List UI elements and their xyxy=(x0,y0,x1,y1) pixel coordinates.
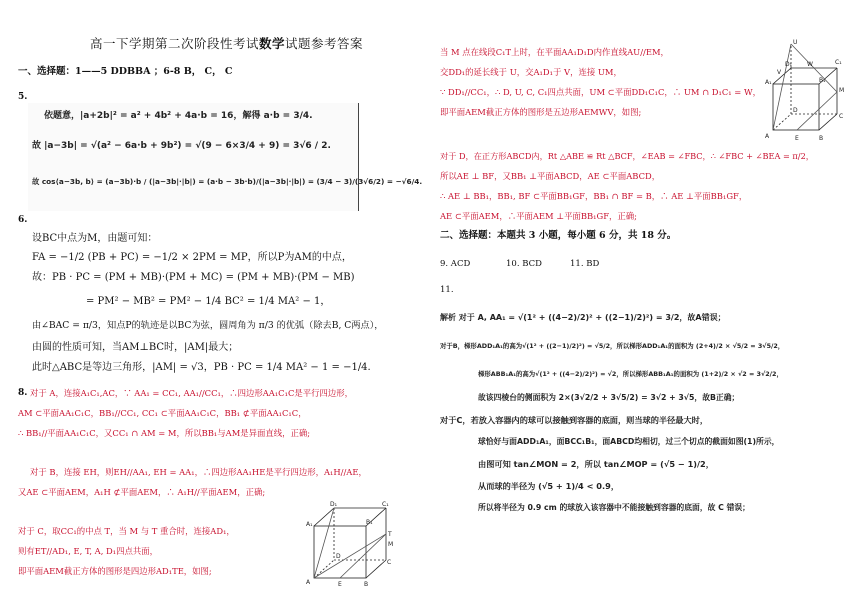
label-cb: C xyxy=(839,113,844,120)
q8-c-line-5: 交DD₁的延长线于 U，交A₁D₁于 V，连接 UM， xyxy=(440,67,622,77)
q11-line-6: 球恰好与面ADD₁A₁，面BCC₁B₁，面ABCD均相切，过三个切点的截面如图(1)所示， xyxy=(478,437,780,446)
q8-d-line-1: 对于 D，在正方形ABCD内，Rt △ABE ≌ Rt △BCF，∠EAB = ∠FBC，∴ ∠FBC + ∠BEA = π/2， xyxy=(440,151,814,161)
q11-line-5: 对于C，若放入容器内的球可以接触到容器的底面，则当球的半径最大时， xyxy=(440,415,709,425)
q6-number: 6. xyxy=(18,215,28,225)
q8-d-line-3: ∴ AE ⊥ BB₁，BB₁, BF ⊂平面BB₁GF，BB₁ ∩ BF = B，∴ AE ⊥平面BB₁GF， xyxy=(440,191,748,201)
q5-line-1: 依题意，|a+2b|² = a² + 4b² + 4a·b = 16，解得 a·b = 3/4. xyxy=(44,111,313,121)
answer-q9: 9. ACD xyxy=(440,259,471,269)
q8-c-line-4: 当 M 点在线段C₁T上时，在平面AA₁D₁D内作直线AU//EM， xyxy=(440,47,669,57)
q6-line-2: FA = −1/2 (PB + PC) = −1/2 × 2PM = MP，所以P为AM的中点， xyxy=(32,252,352,263)
label-e: E xyxy=(338,581,342,588)
q8-b-line-1: 对于 B，连接 EH，则EH//AA₁, EH = AA₁，∴四边形AA₁HE是平行四边形，A₁H//AE， xyxy=(30,467,367,477)
q5-number: 5. xyxy=(18,92,28,102)
label-b: B xyxy=(364,581,369,588)
q5-line-3: 故 cos⟨a−3b, b⟩ = (a−3b)·b / (|a−3b|·|b|) = (a·b − 3b·b)/(|a−3b|·|b|) = (3/4 − 3)/(3√6/2) = −√6/4. xyxy=(32,177,423,186)
page-title: 高一下学期第二次阶段性考试数学试题参考答案 xyxy=(90,36,364,51)
label-d1: D₁ xyxy=(330,501,338,508)
q5-line-2: 故 |a−3b| = √(a² − 6a·b + 9b²) = √(9 − 6×3/4 + 9) = 3√6 / 2. xyxy=(32,141,331,151)
q6-line-5: 由∠BAC = π/3，知点P的轨迹是以BC为弦，圆周角为 π/3 的优弧（除去B, C两点）， xyxy=(32,320,384,331)
label-u: U xyxy=(793,39,798,46)
q8-c-line-6: ∵ DD₁//CC₁，∴ D, U, C, C₁四点共面，UM ⊂平面DD₁C₁C，∴ UM ∩ D₁C₁ = W， xyxy=(440,87,761,97)
q11-line-9: 所以将半径为 0.9 cm 的球放入该容器中不能接触到容器的底面，故 C 错误； xyxy=(478,503,750,512)
q11-line-1: 解析 对于 A, AA₁ = √(1² + ((4−2)/2)² + ((2−1)/2)²) = 3/2，故A错误； xyxy=(440,313,726,322)
q6-line-6: 由圆的性质可知，当AM⊥BC时，|AM|最大； xyxy=(32,342,239,353)
answer-q11: 11. BD xyxy=(570,259,600,269)
label-db: D xyxy=(793,107,798,114)
q8-b-line-2: 又AE ⊂平面AEM，A₁H ⊄平面AEM，∴ A₁H//平面AEM，正确; xyxy=(18,487,266,497)
label-t: T xyxy=(388,531,392,538)
q8-d-line-2: 所以AE ⊥ BF，又BB₁ ⊥平面ABCD，AE ⊂平面ABCD， xyxy=(440,171,661,181)
q6-line-4: = PM² − MB² = PM² − 1/4 BC² = 1/4 MA² − 1， xyxy=(86,296,331,307)
label-b1: B₁ xyxy=(366,519,373,526)
q8-a-line-2: AM ⊂平面AA₁C₁C，BB₁//CC₁, CC₁ ⊂平面AA₁C₁C，BB₁ ⊄平面AA₁C₁C， xyxy=(18,408,307,418)
answer-q10: 10. BCD xyxy=(506,259,542,269)
q8-c-line-3: 即平面AEM截正方体的图形是四边形AD₁TE，如图; xyxy=(18,566,212,576)
label-a: A xyxy=(306,579,311,586)
q8-number: 8. xyxy=(18,388,28,398)
q11-number: 11. xyxy=(440,285,454,295)
label-eb: E xyxy=(795,135,799,142)
label-m: M xyxy=(388,541,394,548)
q8-c-line-1: 对于 C，取CC₁的中点 T，当 M 与 T 重合时，连接AD₁， xyxy=(18,526,235,536)
q8-c-line-7: 即平面AEM截正方体的图形是五边形AEMWV，如图; xyxy=(440,107,642,117)
label-bb: B xyxy=(819,135,824,142)
label-d1b: D₁ xyxy=(785,61,793,68)
q6-line-7: 此时△ABC是等边三角形，|AM| = √3，PB · PC = 1/4 MA² − 1 = −1/4. xyxy=(32,362,371,373)
label-c1b: C₁ xyxy=(835,59,842,66)
q8-a-line-1: 对于 A，连接A₁C₁,AC，∵ AA₁ = CC₁, AA₁//CC₁，∴四边形AA₁C₁C是平行四边形， xyxy=(30,388,353,398)
label-mb: M xyxy=(839,87,845,94)
label-a1: A₁ xyxy=(306,521,313,528)
section-1-heading: 一、选择题：1——5 DDBBA ；6-8 B， C， C xyxy=(18,66,233,77)
q8-c-line-2: 则有ET//AD₁, E, T, A, D₁四点共面， xyxy=(18,546,158,556)
q8-a-line-3: ∴ BB₁//平面AA₁C₁C，又CC₁ ∩ AM = M，所以BB₁与AM是异面直线，正确; xyxy=(18,428,311,438)
label-a1b: A₁ xyxy=(765,79,772,86)
q11-line-8: 从而球的半径为 (√5 + 1)/4 < 0.9， xyxy=(478,481,620,491)
section-2-heading: 二、选择题：本题共 3 小题，每小题 6 分，共 18 分。 xyxy=(440,230,677,241)
q11-line-4: 故该四棱台的侧面积为 2×(3√2/2 + 3√5/2) = 3√2 + 3√5，故B正确； xyxy=(478,393,740,402)
label-d: D xyxy=(336,553,341,560)
cube-figure-pentagon xyxy=(763,36,848,144)
label-c1: C₁ xyxy=(382,501,389,508)
q6-line-1: 设BC中点为M，由题可知： xyxy=(32,233,158,244)
label-b1b: B₁ xyxy=(819,77,826,84)
q6-line-3: 故：PB · PC = (PM + MB)·(PM + MC) = (PM + MB)·(PM − MB) xyxy=(32,272,355,283)
label-c: C xyxy=(387,559,392,566)
cube-figure-c xyxy=(302,498,394,588)
q11-line-7: 由图可知 tan∠MON = 2，所以 tan∠MOP = (√5 − 1)/2， xyxy=(478,459,714,469)
q8-d-line-4: AE ⊂平面AEM，∴平面AEM ⊥平面BB₁GF，正确; xyxy=(440,211,637,221)
label-ab: A xyxy=(765,133,770,140)
q11-line-3: 梯形ABB₁A₁的高为√(1² + ((4−2)/2)²) = √2，所以梯形ABB₁A₁的面积为 (1+2)/2 × √2 = 3√2/2， xyxy=(478,370,783,378)
label-w: W xyxy=(807,61,813,68)
label-v: V xyxy=(777,69,782,76)
q11-line-2: 对于B，梯形ADD₁A₁的高为√(1² + ((2−1)/2)²) = √5/2，所以梯形ADD₁A₁的面积为 (2+4)/2 × √5/2 = 3√5/2， xyxy=(440,342,785,350)
